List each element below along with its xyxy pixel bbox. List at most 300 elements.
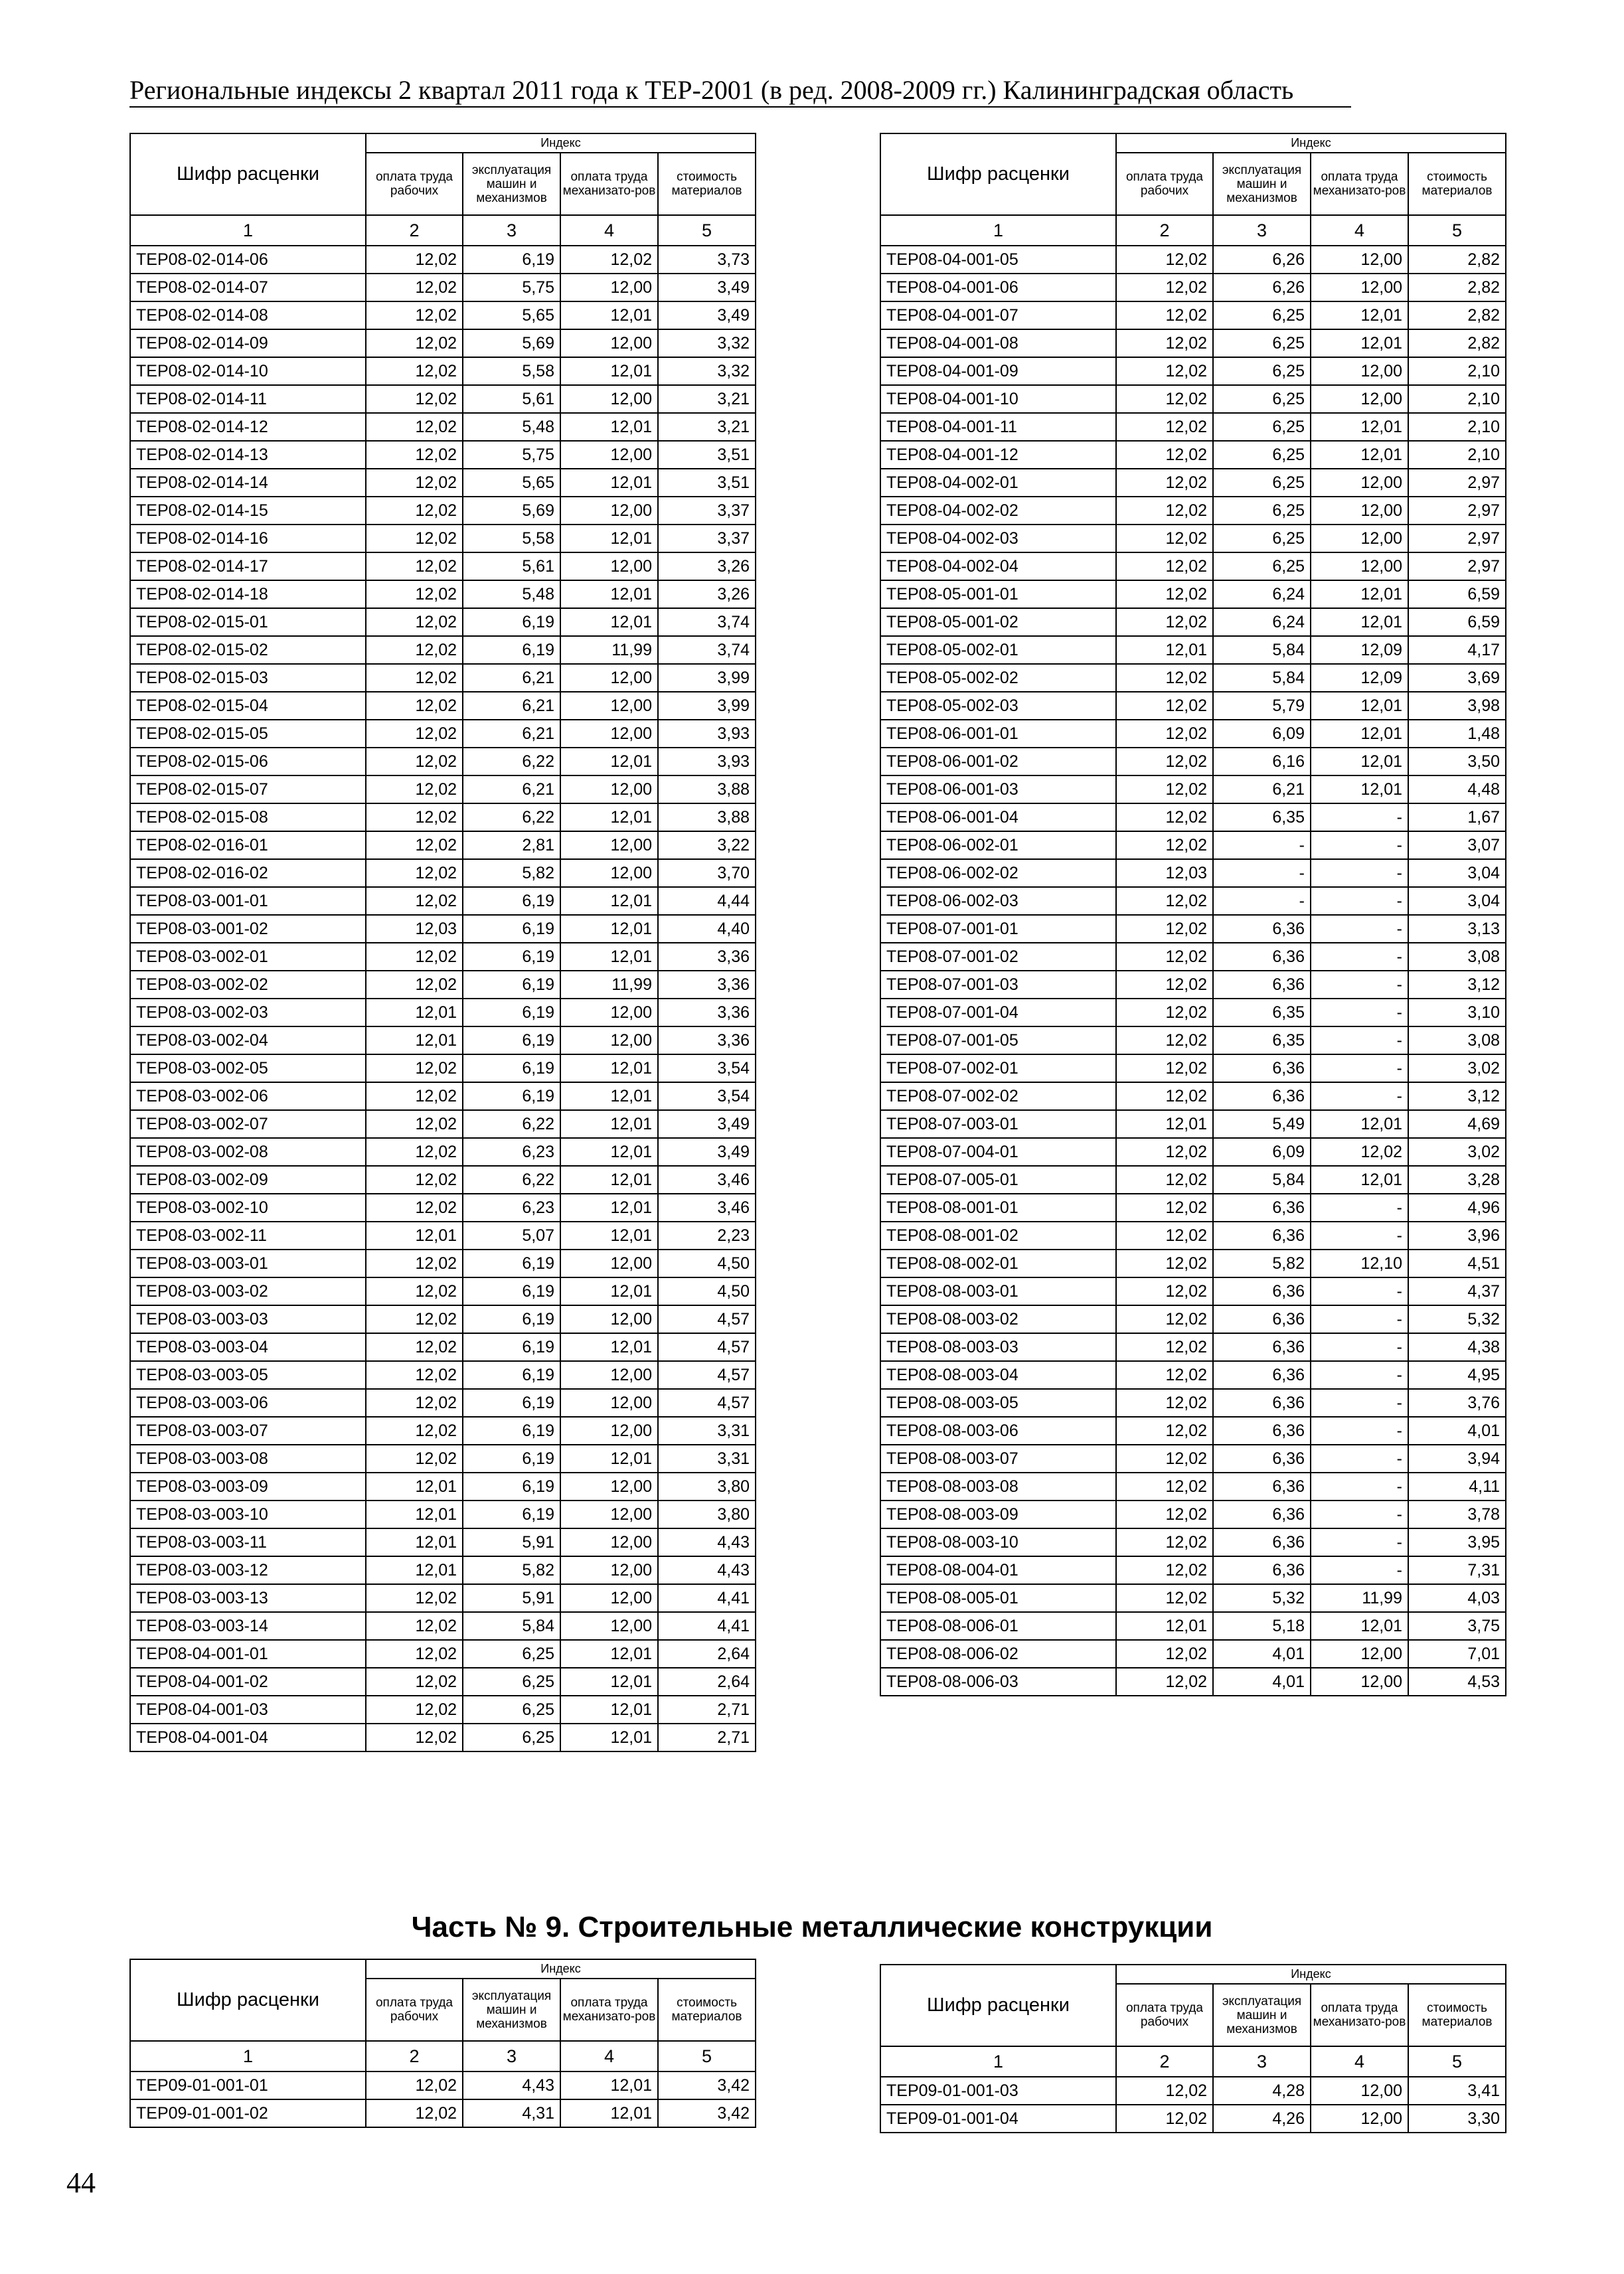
index-value-cell: 6,19 [463,999,560,1026]
index-value-cell: 6,36 [1213,1417,1311,1445]
header-mech-labor: оплата труда механизато-ров [1311,1984,1408,2046]
index-value-cell: 4,38 [1408,1333,1506,1361]
index-value-cell: - [1311,859,1408,887]
rate-code-cell: ТЕР08-02-014-18 [130,580,366,608]
index-value-cell: 6,25 [1213,525,1311,552]
index-value-cell: - [1311,1417,1408,1445]
index-value-cell: 12,02 [366,1640,463,1668]
index-value-cell: 6,21 [463,692,560,720]
index-value-cell: 12,02 [1116,1556,1213,1584]
index-value-cell: 12,02 [1116,2077,1213,2105]
rate-code-cell: ТЕР08-08-003-05 [880,1389,1116,1417]
index-value-cell: 12,00 [560,1250,658,1277]
column-number: 2 [366,2041,463,2071]
table-row [130,357,756,385]
index-value-cell: 12,02 [366,859,463,887]
index-value-cell: 6,19 [463,1333,560,1361]
index-value-cell: 12,00 [560,664,658,692]
rate-code-cell: ТЕР08-03-003-06 [130,1389,366,1417]
rate-code-cell: ТЕР08-04-002-02 [880,497,1116,525]
table-row [880,1305,1506,1333]
rate-code-cell: ТЕР08-03-003-03 [130,1305,366,1333]
index-value-cell: 12,02 [366,664,463,692]
index-value-cell: 12,02 [1116,1668,1213,1696]
index-value-cell: 12,02 [366,971,463,999]
index-value-cell: 12,02 [366,831,463,859]
table-row [130,1250,756,1277]
table-row [880,274,1506,301]
index-value-cell: 12,09 [1311,664,1408,692]
index-value-cell: 6,25 [1213,357,1311,385]
index-value-cell: 5,49 [1213,1110,1311,1138]
index-value-cell: 4,57 [658,1389,756,1417]
table-row [880,1277,1506,1305]
rate-code-cell: ТЕР08-08-006-03 [880,1668,1116,1696]
index-value-cell: 12,00 [560,1389,658,1417]
rate-code-cell: ТЕР08-04-001-04 [130,1724,366,1751]
header-machines: эксплуатация машин и механизмов [463,153,560,215]
table-row [130,943,756,971]
index-table-right [880,133,1506,1696]
index-value-cell: 6,19 [463,246,560,274]
index-value-cell: 12,00 [560,1026,658,1054]
rate-code-cell: ТЕР08-03-003-12 [130,1556,366,1584]
rate-code-cell: ТЕР08-04-001-10 [880,385,1116,413]
index-value-cell: 6,25 [1213,413,1311,441]
index-value-cell: 12,01 [1311,1110,1408,1138]
index-value-cell: 12,02 [366,1417,463,1445]
index-value-cell: 12,02 [366,1584,463,1612]
header-machines: эксплуатация машин и механизмов [1213,1984,1311,2046]
table-row [130,1333,756,1361]
index-value-cell: 5,32 [1408,1305,1506,1333]
index-value-cell: 12,01 [560,301,658,329]
index-value-cell: 12,02 [1116,1166,1213,1194]
table-row [130,497,756,525]
index-value-cell: 3,76 [1408,1389,1506,1417]
index-value-cell: 12,02 [366,274,463,301]
index-value-cell: 12,01 [560,943,658,971]
index-value-cell: 6,25 [463,1724,560,1751]
index-value-cell: 3,75 [1408,1612,1506,1640]
index-value-cell: 6,19 [463,1305,560,1333]
table-row [880,552,1506,580]
table-row [130,1612,756,1640]
index-value-cell: 12,02 [1116,1473,1213,1501]
table-row [880,887,1506,915]
index-value-cell: 6,25 [463,1640,560,1668]
index-value-cell: 12,02 [366,441,463,469]
table-row [880,469,1506,497]
index-value-cell: 12,02 [1116,441,1213,469]
rate-code-cell: ТЕР08-03-002-06 [130,1082,366,1110]
table-row [130,469,756,497]
rate-code-cell: ТЕР08-03-001-02 [130,915,366,943]
rate-code-cell: ТЕР08-08-001-01 [880,1194,1116,1222]
index-value-cell: 2,81 [463,831,560,859]
rate-code-cell: ТЕР08-04-001-11 [880,413,1116,441]
rate-code-cell: ТЕР08-03-003-08 [130,1445,366,1473]
rate-code-cell: ТЕР08-03-003-02 [130,1277,366,1305]
index-value-cell: 6,19 [463,1361,560,1389]
index-value-cell: 4,57 [658,1361,756,1389]
rate-code-cell: ТЕР08-02-014-15 [130,497,366,525]
table-row [880,748,1506,775]
index-value-cell: 6,25 [1213,329,1311,357]
index-value-cell: 12,00 [560,1556,658,1584]
rate-code-cell: ТЕР08-08-002-01 [880,1250,1116,1277]
index-value-cell: 12,02 [1116,1640,1213,1668]
index-value-cell: 12,02 [1116,748,1213,775]
rate-code-cell: ТЕР08-06-001-04 [880,803,1116,831]
index-value-cell: 6,36 [1213,1194,1311,1222]
index-value-cell: 12,01 [560,1166,658,1194]
rate-code-cell: ТЕР08-03-003-01 [130,1250,366,1277]
index-value-cell: 6,19 [463,1473,560,1501]
table-row [880,1640,1506,1668]
index-value-cell: 6,36 [1213,1389,1311,1417]
table-row [880,1082,1506,1110]
rate-code-cell: ТЕР08-04-001-09 [880,357,1116,385]
index-value-cell: 4,57 [658,1305,756,1333]
index-value-cell: - [1311,1082,1408,1110]
index-value-cell: 3,46 [658,1166,756,1194]
rate-code-cell: ТЕР08-02-014-16 [130,525,366,552]
index-value-cell: 12,01 [1311,748,1408,775]
index-value-cell: 12,01 [560,357,658,385]
index-value-cell: 4,11 [1408,1473,1506,1501]
index-value-cell: 4,57 [658,1333,756,1361]
table-row [880,1445,1506,1473]
index-value-cell: 6,35 [1213,1026,1311,1054]
index-value-cell: 12,02 [1116,1445,1213,1473]
index-value-cell: 4,03 [1408,1584,1506,1612]
index-value-cell: 12,01 [366,1026,463,1054]
column-number: 3 [463,2041,560,2071]
rate-code-cell: ТЕР08-04-002-03 [880,525,1116,552]
rate-code-cell: ТЕР08-08-003-01 [880,1277,1116,1305]
index-value-cell: 4,43 [658,1528,756,1556]
index-value-cell: 12,02 [1116,1082,1213,1110]
index-value-cell: 12,01 [560,1054,658,1082]
index-value-cell: - [1311,831,1408,859]
index-value-cell: 3,08 [1408,1026,1506,1054]
index-value-cell: 3,42 [658,2099,756,2127]
index-value-cell: 6,21 [1213,775,1311,803]
table-row [130,1110,756,1138]
index-value-cell: 5,69 [463,329,560,357]
index-value-cell: 12,02 [366,720,463,748]
table-row [130,329,756,357]
index-value-cell: 3,36 [658,1026,756,1054]
column-number: 2 [366,215,463,246]
index-value-cell: 12,02 [1116,1054,1213,1082]
header-code: Шифр расценки [130,1959,366,2041]
index-value-cell: 12,02 [366,329,463,357]
index-value-cell: - [1311,1277,1408,1305]
index-value-cell: 6,36 [1213,1222,1311,1250]
index-value-cell: 12,00 [560,1361,658,1389]
rate-code-cell: ТЕР08-03-003-14 [130,1612,366,1640]
index-value-cell: 12,00 [560,385,658,413]
rate-code-cell: ТЕР08-07-002-01 [880,1054,1116,1082]
index-value-cell: 6,23 [463,1194,560,1222]
index-value-cell: 2,64 [658,1640,756,1668]
index-value-cell: 12,01 [560,803,658,831]
index-value-cell: 12,02 [366,1194,463,1222]
table-row [880,1250,1506,1277]
index-value-cell: 12,02 [1116,1222,1213,1250]
page-title: Региональные индексы 2 квартал 2011 года к ТЕР-2001 (в ред. 2008-2009 гг.) Калининградская область [129,75,1294,105]
index-value-cell: 4,53 [1408,1668,1506,1696]
index-value-cell: - [1311,1389,1408,1417]
table-row [880,692,1506,720]
rate-code-cell: ТЕР08-08-005-01 [880,1584,1116,1612]
index-value-cell: 6,36 [1213,1361,1311,1389]
index-value-cell: 12,02 [366,357,463,385]
rate-code-cell: ТЕР08-03-003-04 [130,1333,366,1361]
index-value-cell: 11,99 [560,636,658,664]
index-value-cell: 2,64 [658,1668,756,1696]
column-number: 3 [463,215,560,246]
index-value-cell: 6,25 [1213,469,1311,497]
index-table-left [129,133,756,1752]
index-value-cell: 1,67 [1408,803,1506,831]
header-index: Индекс [1116,1965,1506,1984]
index-value-cell: 5,75 [463,441,560,469]
index-value-cell: 11,99 [1311,1584,1408,1612]
index-value-cell: 3,13 [1408,915,1506,943]
index-value-cell: 3,12 [1408,971,1506,999]
rate-code-cell: ТЕР08-03-002-08 [130,1138,366,1166]
index-value-cell: 4,44 [658,887,756,915]
index-value-cell: 12,02 [366,608,463,636]
index-value-cell: 6,25 [463,1668,560,1696]
index-value-cell: 3,21 [658,385,756,413]
index-value-cell: 12,02 [1116,1026,1213,1054]
rate-code-cell: ТЕР08-07-001-01 [880,915,1116,943]
index-value-cell: 3,04 [1408,859,1506,887]
header-materials: стоимость материалов [658,1979,756,2041]
index-value-cell: 6,59 [1408,608,1506,636]
index-value-cell: 12,01 [1311,692,1408,720]
index-value-cell: 12,01 [1311,301,1408,329]
table-row [880,859,1506,887]
index-value-cell: 12,02 [1116,1194,1213,1222]
table-row [130,441,756,469]
rate-code-cell: ТЕР08-03-002-10 [130,1194,366,1222]
column-number: 3 [1213,215,1311,246]
index-value-cell: 3,51 [658,469,756,497]
index-value-cell: 2,97 [1408,552,1506,580]
index-value-cell: 12,02 [1116,301,1213,329]
column-number: 1 [880,2046,1116,2077]
header-index: Индекс [1116,133,1506,153]
table-row [130,1501,756,1528]
index-value-cell: 12,02 [1116,803,1213,831]
index-value-cell: 6,36 [1213,1333,1311,1361]
rate-code-cell: ТЕР08-03-003-10 [130,1501,366,1528]
table-row [880,1417,1506,1445]
table-row [130,1026,756,1054]
index-value-cell: 12,01 [560,1696,658,1724]
index-value-cell: 12,00 [1311,1668,1408,1696]
index-value-cell: 3,21 [658,413,756,441]
index-value-cell: 12,02 [366,1389,463,1417]
index-value-cell: 6,25 [1213,497,1311,525]
index-value-cell: 5,69 [463,497,560,525]
index-value-cell: 12,02 [366,1361,463,1389]
index-value-cell: 3,36 [658,999,756,1026]
index-value-cell: 5,58 [463,357,560,385]
rate-code-cell: ТЕР08-05-001-02 [880,608,1116,636]
rate-code-cell: ТЕР08-08-003-06 [880,1417,1116,1445]
index-value-cell: 12,02 [366,1696,463,1724]
index-value-cell: 6,36 [1213,1501,1311,1528]
rate-code-cell: ТЕР08-03-002-01 [130,943,366,971]
index-value-cell: 12,02 [366,246,463,274]
index-value-cell: 2,82 [1408,246,1506,274]
section-title: Часть № 9. Строительные металлические конструкции [411,1911,1213,1943]
index-value-cell: 6,19 [463,1054,560,1082]
index-value-cell: 12,02 [1116,525,1213,552]
index-value-cell: 3,54 [658,1054,756,1082]
index-value-cell: 12,01 [1116,636,1213,664]
index-value-cell: 6,19 [463,1277,560,1305]
index-value-cell: 6,19 [463,1417,560,1445]
header-mech-labor: оплата труда механизато-ров [1311,153,1408,215]
index-value-cell: 12,00 [1311,357,1408,385]
index-value-cell: 12,02 [1116,385,1213,413]
rate-code-cell: ТЕР08-07-001-02 [880,943,1116,971]
index-value-cell: 6,36 [1213,1473,1311,1501]
table-row [880,971,1506,999]
index-value-cell: 6,36 [1213,1528,1311,1556]
rate-code-cell: ТЕР08-02-014-07 [130,274,366,301]
index-value-cell: 12,02 [1116,1528,1213,1556]
index-value-cell: 12,00 [560,497,658,525]
column-number: 4 [560,215,658,246]
table-row [880,497,1506,525]
header-labor: оплата труда рабочих [366,1979,463,2041]
rate-code-cell: ТЕР08-02-015-05 [130,720,366,748]
index-value-cell: 12,00 [1311,552,1408,580]
table-row [130,859,756,887]
index-value-cell: 12,01 [560,2071,658,2099]
rate-code-cell: ТЕР08-05-002-03 [880,692,1116,720]
table-row [130,664,756,692]
table-row [130,413,756,441]
index-value-cell: 12,02 [1116,469,1213,497]
table-row [130,831,756,859]
table-row [880,664,1506,692]
rate-code-cell: ТЕР08-08-006-02 [880,1640,1116,1668]
index-value-cell: - [1213,831,1311,859]
index-value-cell: - [1311,1194,1408,1222]
table-row [880,357,1506,385]
index-value-cell: 5,48 [463,413,560,441]
index-value-cell: 12,02 [366,2099,463,2127]
index-value-cell: 4,28 [1213,2077,1311,2105]
table-row [130,1166,756,1194]
index-value-cell: 3,93 [658,748,756,775]
index-value-cell: 3,88 [658,775,756,803]
table-row [130,1473,756,1501]
table-row [880,1054,1506,1082]
index-value-cell: 3,07 [1408,831,1506,859]
column-number: 4 [560,2041,658,2071]
index-value-cell: 5,65 [463,301,560,329]
table-row [130,1305,756,1333]
rate-code-cell: ТЕР08-02-014-10 [130,357,366,385]
index-value-cell: 4,41 [658,1584,756,1612]
header-materials: стоимость материалов [1408,1984,1506,2046]
index-value-cell: 6,36 [1213,1054,1311,1082]
rate-code-cell: ТЕР08-04-002-04 [880,552,1116,580]
rate-code-cell: ТЕР08-03-003-13 [130,1584,366,1612]
rate-code-cell: ТЕР08-02-015-02 [130,636,366,664]
index-value-cell: 3,50 [1408,748,1506,775]
index-value-cell: 12,02 [366,525,463,552]
index-value-cell: 4,37 [1408,1277,1506,1305]
table-row [130,1724,756,1751]
rate-code-cell: ТЕР08-03-002-03 [130,999,366,1026]
index-value-cell: 3,32 [658,329,756,357]
index-value-cell: 6,23 [463,1138,560,1166]
rate-code-cell: ТЕР08-03-002-02 [130,971,366,999]
index-value-cell: 12,01 [560,580,658,608]
table-row [130,803,756,831]
index-value-cell: 12,02 [366,1082,463,1110]
index-value-cell: 12,00 [1311,497,1408,525]
index-value-cell: 6,36 [1213,971,1311,999]
index-value-cell: 4,41 [658,1612,756,1640]
table-row [130,915,756,943]
index-value-cell: 12,02 [366,943,463,971]
index-value-cell: 3,22 [658,831,756,859]
index-value-cell: 12,02 [1116,1250,1213,1277]
index-value-cell: 12,02 [560,246,658,274]
table-row [130,1417,756,1445]
index-value-cell: 12,02 [366,469,463,497]
index-value-cell: 4,51 [1408,1250,1506,1277]
table-row [880,1194,1506,1222]
index-value-cell: 6,26 [1213,274,1311,301]
header-materials: стоимость материалов [658,153,756,215]
index-value-cell: 6,09 [1213,720,1311,748]
table-row [880,1473,1506,1501]
rate-code-cell: ТЕР08-07-003-01 [880,1110,1116,1138]
index-value-cell: - [1311,1556,1408,1584]
index-value-cell: 5,61 [463,552,560,580]
index-value-cell: 6,36 [1213,915,1311,943]
index-value-cell: 6,24 [1213,580,1311,608]
index-value-cell: 12,02 [1116,1361,1213,1389]
index-value-cell: 6,36 [1213,1082,1311,1110]
table-row [130,2071,756,2099]
table-row [880,1166,1506,1194]
table-row [880,329,1506,357]
table-row [130,971,756,999]
index-value-cell: 6,19 [463,1082,560,1110]
index-value-cell: 5,18 [1213,1612,1311,1640]
index-value-cell: - [1311,1445,1408,1473]
index-value-cell: 12,02 [366,636,463,664]
index-value-cell: 12,01 [1311,1612,1408,1640]
table-row [880,1501,1506,1528]
index-table-part9-left [129,1959,756,2128]
index-value-cell: 12,02 [366,1305,463,1333]
